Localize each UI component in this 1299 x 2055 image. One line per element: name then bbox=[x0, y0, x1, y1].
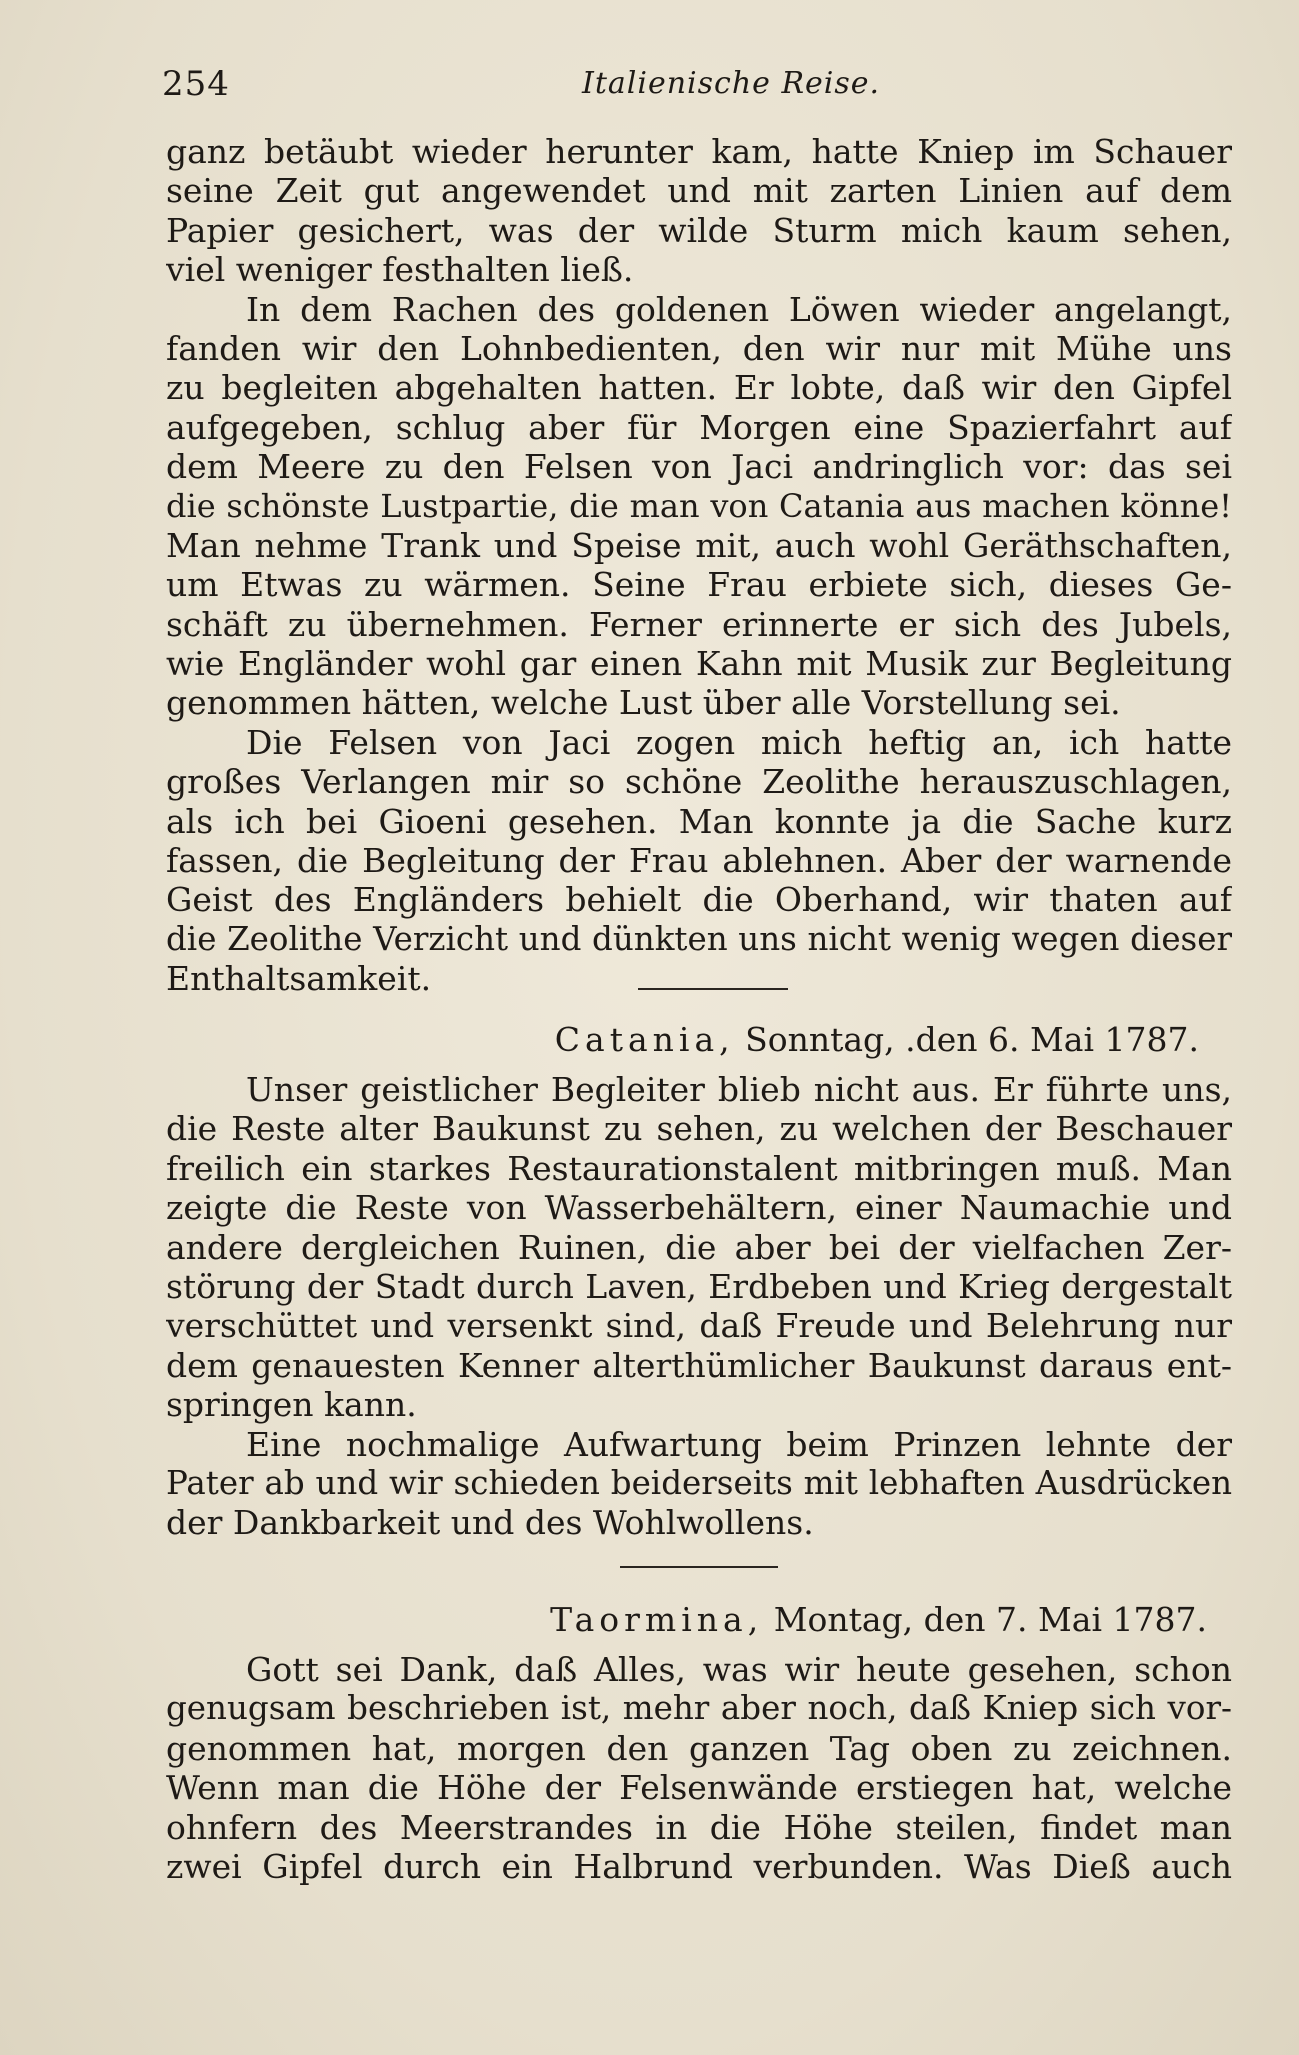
section-divider bbox=[620, 1566, 778, 1568]
text-line: andere dergleichen Ruinen, die aber bei der vielfachen Zer- bbox=[166, 1227, 1232, 1267]
text-line: Eine nochmalige Aufwartung beim Prinzen lehnte der bbox=[246, 1424, 1232, 1464]
text-line: zu begleiten abgehalten hatten. Er lobte, daß wir den Gipfel bbox=[166, 368, 1232, 408]
text-line: Geist des Engländers behielt die Oberhand, wir thaten auf bbox=[166, 880, 1232, 920]
text-line: als ich bei Gioeni gesehen. Man konnte ja die Sache kurz bbox=[166, 801, 1232, 841]
text-line: dem genauesten Kenner alterthümlicher Baukunst daraus ent- bbox=[166, 1345, 1232, 1385]
text-line: verschüttet und versenkt sind, daß Freude und Belehrung nur bbox=[166, 1306, 1232, 1346]
section-1-text bbox=[166, 132, 1232, 999]
text-line: aufgegeben, schlug aber für Morgen eine Spazierfahrt auf bbox=[166, 407, 1232, 447]
text-line: springen kann. bbox=[166, 1385, 417, 1425]
dateline-taormina bbox=[550, 1600, 1207, 1640]
text-line: Papier gesichert, was der wilde Sturm mich kaum sehen, bbox=[166, 210, 1232, 250]
section-divider bbox=[638, 988, 788, 990]
dateline-place: Taormina, bbox=[550, 1600, 764, 1639]
dateline-date: Sonntag, .den 6. Mai 1787. bbox=[745, 1020, 1199, 1059]
text-line: Enthaltsamkeit. bbox=[166, 959, 432, 999]
running-title: Italienische Reise. bbox=[582, 66, 881, 101]
text-line: schäft zu übernehmen. Ferner erinnerte er sich des Jubels, bbox=[166, 604, 1232, 644]
text-line: genommen hat, morgen den ganzen Tag oben zu zeichnen. bbox=[166, 1728, 1232, 1768]
text-line: der Dankbarkeit und des Wohlwollens. bbox=[166, 1503, 814, 1543]
text-line: In dem Rachen des goldenen Löwen wieder angelangt, bbox=[246, 289, 1232, 329]
text-line: zwei Gipfel durch ein Halbrund verbunden. Was Dieß auch bbox=[166, 1846, 1232, 1886]
text-line: Unser geistlicher Begleiter blieb nicht aus. Er führte uns, bbox=[246, 1070, 1232, 1109]
dateline-catania bbox=[555, 1020, 1199, 1060]
text-line: ganz betäubt wieder herunter kam, hatte Kniep im Schauer bbox=[166, 132, 1232, 171]
text-line: seine Zeit gut angewendet und mit zarten Linien auf dem bbox=[166, 171, 1232, 211]
text-line: viel weniger festhalten ließ. bbox=[166, 250, 634, 290]
text-line: großes Verlangen mir so schöne Zeolithe herauszuschlagen, bbox=[166, 762, 1232, 802]
text-line: fassen, die Begleitung der Frau ablehnen. Aber der warnende bbox=[166, 841, 1232, 881]
text-line: Die Felsen von Jaci zogen mich heftig an, ich hatte bbox=[246, 722, 1232, 762]
text-line: die schönste Lustpartie, die man von Catania aus machen könne! bbox=[166, 486, 1232, 525]
dateline-place: Catania, bbox=[554, 1020, 735, 1059]
text-line: die Reste alter Baukunst zu sehen, zu welchen der Beschauer bbox=[166, 1109, 1232, 1149]
text-line: fanden wir den Lohnbedienten, den wir nur mit Mühe uns bbox=[166, 328, 1232, 368]
text-line: freilich ein starkes Restaurationstalent mitbringen muß. Man bbox=[166, 1148, 1232, 1188]
dateline-date: Montag, den 7. Mai 1787. bbox=[773, 1600, 1207, 1639]
text-line: Man nehme Trank und Speise mit, auch wohl Geräthschaften, bbox=[166, 525, 1232, 565]
page-header bbox=[162, 62, 1222, 106]
text-line: genommen hätten, welche Lust über alle Vorstellung sei. bbox=[166, 683, 1121, 723]
section-3-text bbox=[166, 1650, 1232, 1886]
text-line: zeigte die Reste von Wasserbehältern, einer Naumachie und bbox=[166, 1188, 1232, 1228]
text-line: genugsam beschrieben ist, mehr aber noch, daß Kniep sich vor- bbox=[166, 1689, 1232, 1728]
text-line: ohnfern des Meerstrandes in die Höhe steilen, findet man bbox=[166, 1807, 1232, 1847]
page-number: 254 bbox=[162, 64, 230, 104]
text-line: Pater ab und wir schieden beiderseits mit lebhaften Ausdrücken bbox=[166, 1463, 1232, 1502]
text-line: Gott sei Dank, daß Alles, was wir heute gesehen, schon bbox=[246, 1650, 1232, 1689]
section-2-text bbox=[166, 1070, 1232, 1543]
text-line: um Etwas zu wärmen. Seine Frau erbiete sich, dieses Ge- bbox=[166, 565, 1232, 605]
text-line: dem Meere zu den Felsen von Jaci andringlich vor: das sei bbox=[166, 447, 1232, 487]
text-line: wie Engländer wohl gar einen Kahn mit Musik zur Begleitung bbox=[166, 644, 1232, 684]
text-line: Wenn man die Höhe der Felsenwände erstiegen hat, welche bbox=[166, 1768, 1232, 1808]
text-line: störung der Stadt durch Laven, Erdbeben und Krieg dergestalt bbox=[166, 1266, 1232, 1306]
text-line: die Zeolithe Verzicht und dünkten uns nicht wenig wegen dieser bbox=[166, 919, 1232, 958]
